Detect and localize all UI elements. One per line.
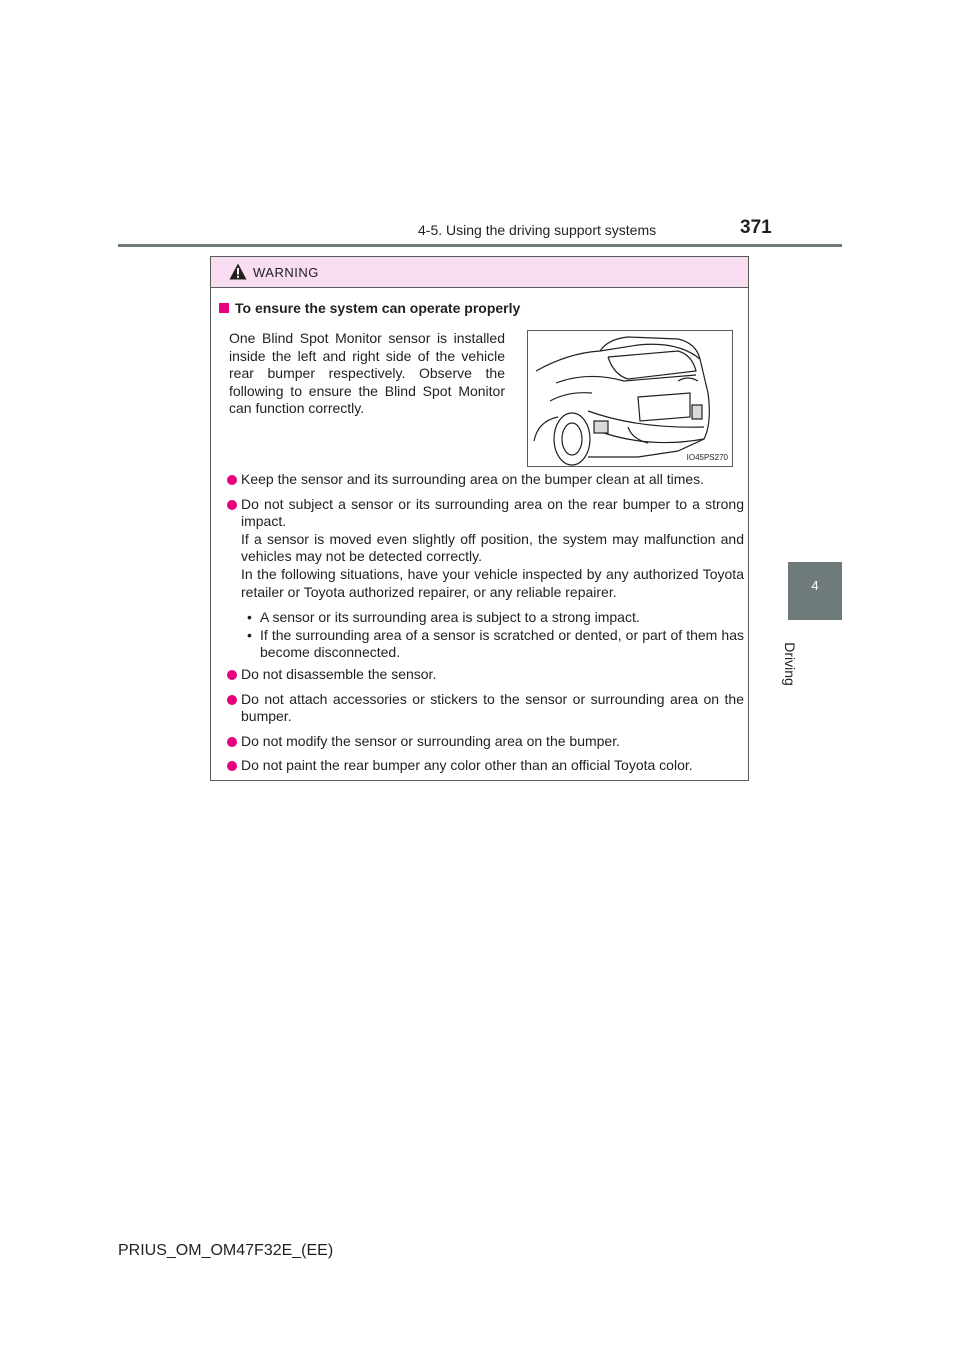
list-item — [217, 666, 744, 684]
warning-list — [217, 471, 744, 782]
list-item — [217, 733, 744, 751]
list-item-text: Do not attach accessories or stickers to the sensor or surrounding area on the bumper. — [241, 690, 744, 725]
section-heading — [219, 300, 520, 316]
list-item-text: In the following situations, have your vehicle inspected by any authorized Toyota retailer or Toyota authorized repairer, or any reliable repairer. — [241, 565, 744, 600]
warning-label: WARNING — [253, 265, 319, 280]
chapter-number: 4 — [811, 578, 819, 593]
list-item-text: Do not subject a sensor or its surrounding area on the rear bumper to a strong impact. — [241, 495, 744, 530]
document-code: PRIUS_OM_OM47F32E_(EE) — [118, 1242, 334, 1259]
car-rear-icon — [528, 331, 733, 467]
chapter-label — [778, 642, 810, 688]
section-heading-text: To ensure the system can operate properly — [235, 300, 521, 316]
page-number: 371 — [740, 217, 772, 238]
rear-bumper-illustration — [527, 330, 733, 467]
warning-header — [211, 257, 748, 288]
sub-bullet: • — [247, 609, 252, 626]
header-section-title: 4-5. Using the driving support systems — [418, 222, 657, 238]
chapter-tab — [788, 562, 842, 620]
list-item-text: Do not disassemble the sensor. — [241, 665, 437, 682]
bullet-dot-icon — [227, 670, 237, 680]
list-item — [217, 757, 744, 775]
sub-item-text: A sensor or its surrounding area is subject to a strong impact. — [260, 609, 640, 626]
sub-list-item — [217, 627, 744, 662]
warning-triangle-icon — [229, 263, 247, 280]
list-item-text: Do not paint the rear bumper any color other than an official Toyota color. — [241, 757, 693, 774]
bullet-dot-icon — [227, 475, 237, 485]
list-item — [217, 471, 744, 489]
sub-bullet: • — [247, 626, 252, 643]
list-item — [217, 496, 744, 602]
list-item — [217, 691, 744, 726]
sub-list-item — [217, 609, 744, 627]
square-bullet-icon — [219, 303, 229, 313]
bullet-dot-icon — [227, 500, 237, 510]
list-item-text: Do not modify the sensor or surrounding area on the bumper. — [241, 732, 620, 749]
list-item-text: Keep the sensor and its surrounding area on the bumper clean at all times. — [241, 471, 705, 487]
intro-paragraph: One Blind Spot Monitor sensor is installed inside the left and right side of the vehicle rear bumper respectively. Observe the following to ensure the Blind Spot Monitor can function correctly. — [229, 330, 505, 416]
warning-box — [210, 256, 749, 781]
list-item-text: If a sensor is moved even slightly off position, the system may malfunction and vehicles may not be detected correctly. — [241, 530, 744, 565]
bullet-dot-icon — [227, 737, 237, 747]
chapter-title: Driving — [781, 642, 798, 686]
bullet-dot-icon — [227, 761, 237, 771]
bullet-dot-icon — [227, 695, 237, 705]
figure-code: IO45PS270 — [686, 453, 728, 462]
sub-item-text: If the surrounding area of a sensor is scratched or dented, or part of them has become disconnected. — [260, 626, 744, 661]
header-divider — [118, 244, 842, 247]
